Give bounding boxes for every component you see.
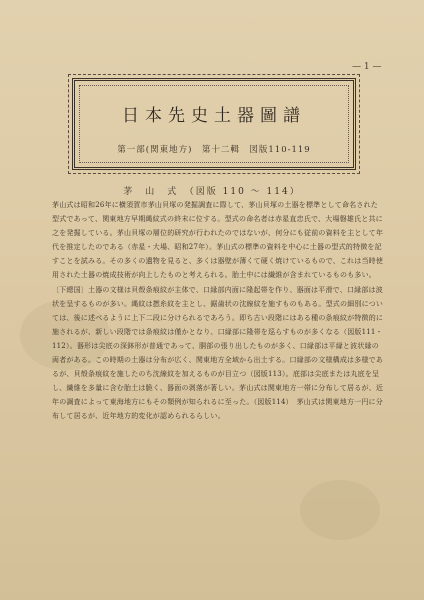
- page-subtitle: 第一部(関東地方) 第十二輯 図版110-119: [117, 145, 311, 155]
- title-frame: [72, 78, 356, 170]
- page-title: 日本先史土器圖譜: [122, 106, 306, 126]
- paper-stain: [300, 480, 380, 540]
- body-text: 茅山式は昭和26年に横須賀市茅山貝塚の発掘調査に際して、茅山貝塚の土器を標準として命名された型式であって、関東地方早期縄紋式の終末に位する。型式の命名者は赤星直忠氏で、大場磐雄氏と共に之を発掘している。茅山貝塚の層位的研究が行われたのではないが、何分にも従前の資料を主として年代を推定したのである（赤星・大場、昭和27年）。茅山式の標準の資料を中心に土器の型式的特徴を記すことを試みる。その多くの遺物を見ると、多くは器壁が薄くて硬く焼けているもので、これは当時使用された土器の焼成技術が向上したものと考えられる。胎土中には繊維が含まれているものも多い。〔下總国〕土器の文様は貝殻条痕紋が主体で、口縁部内面に隆起帯を作り、器面は平滑で、口縁部は波状を呈するものが多い。縄紋は撚糸紋を主とし、鋸歯状の沈線紋を施すものもある。型式の細別については、後に述べるように上下二段に分けられるであろう。即ち古い段階にはある種の条痕紋が特徴的に施されるが、新しい段階では条痕紋は僅かとなり、口縁部に隆帯を巡らすものが多くなる（図版111・112）。器形は尖底の深鉢形が普通であって、胴部の張り出したものが多く、口縁部は平縁と波状縁の両者がある。この時期の土器は分布が広く、関東地方全域から出土する。口縁部の文様構成は多様であるが、貝殻条痕紋を施したのち沈線紋を加えるものが目立つ（図版113）。底部は尖底または丸底を呈し、繊維を多量に含む胎土は脆く、器面の剥落が著しい。茅山式は関東地方一帯に分布して居るが、近年の調査によって東海地方にもその類例が知られるに至った。（図版114） 茅山式は関東地方一円に分布して居るが、近年地方的変化が認められるらしい。: [52, 201, 384, 421]
- section-heading: 茅 山 式 （図版 110 ～ 114）: [123, 187, 301, 197]
- page-number: — 1 —: [352, 62, 382, 72]
